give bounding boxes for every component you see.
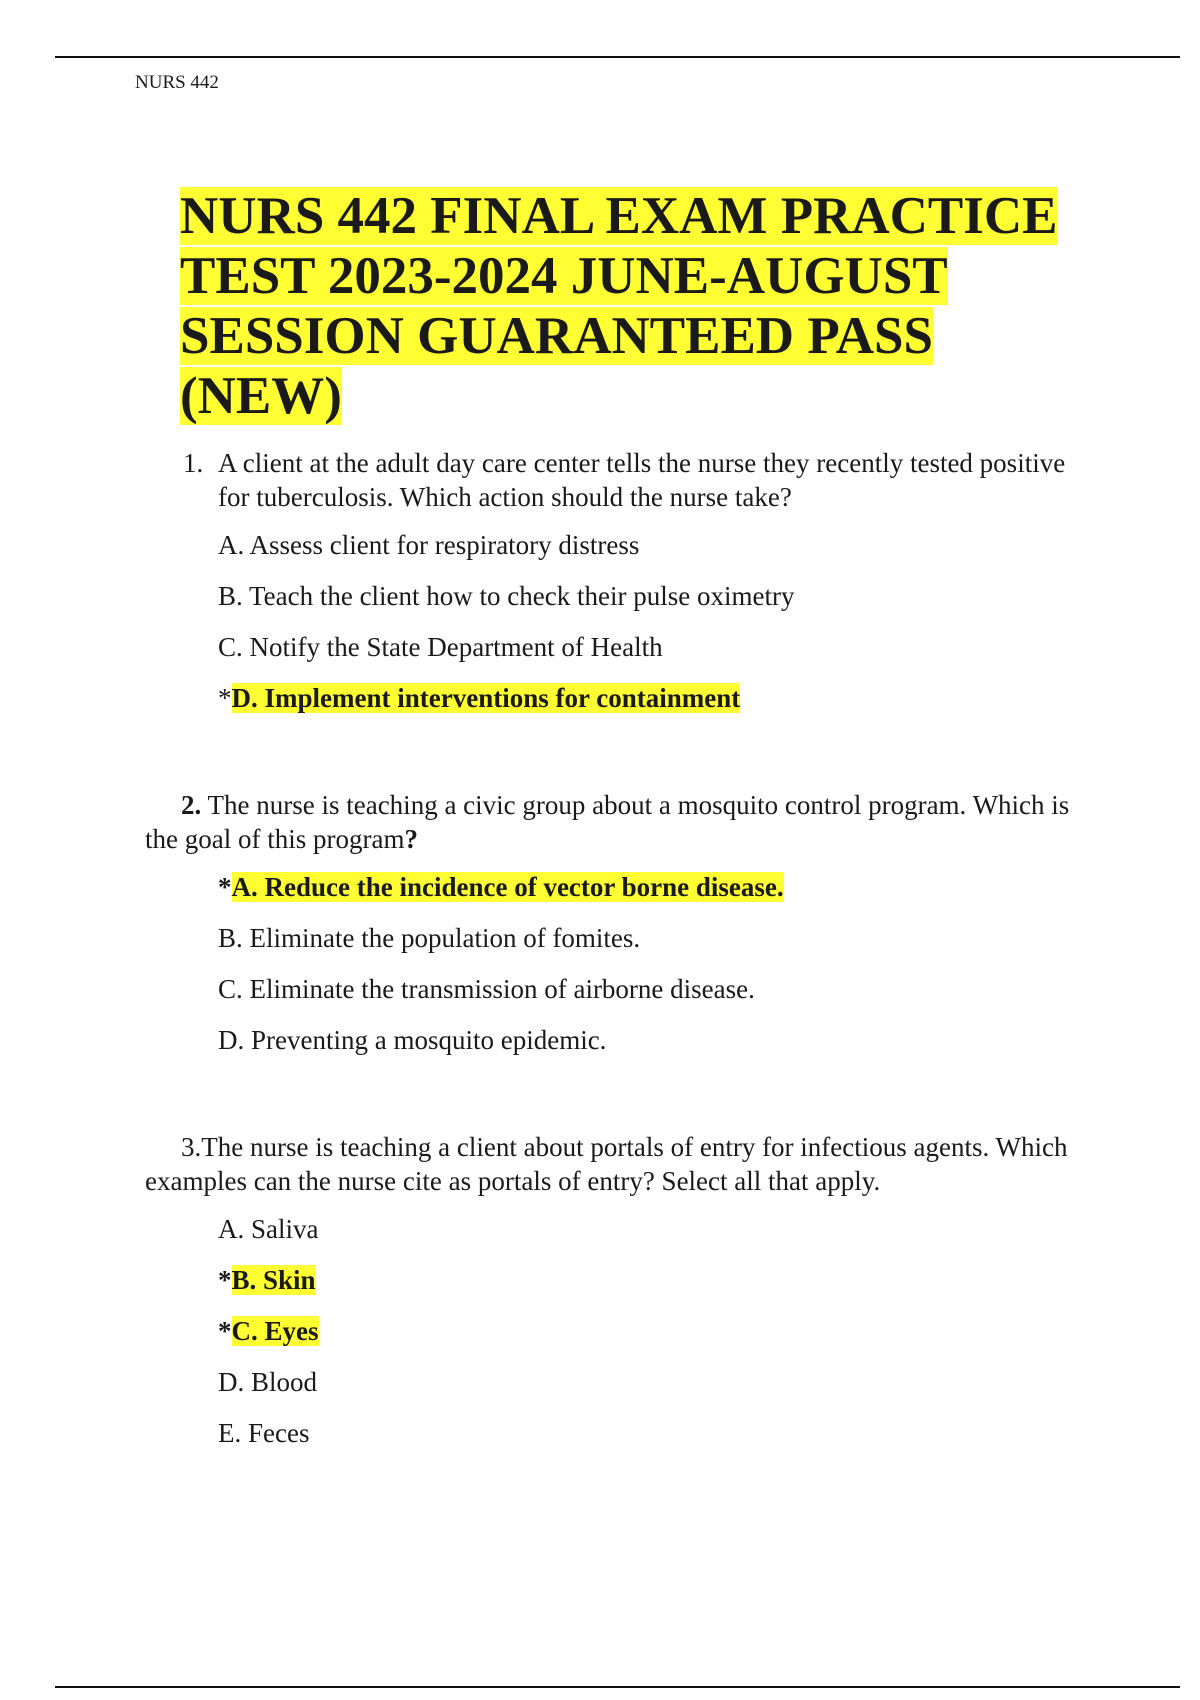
answer-marker: * — [218, 1316, 232, 1346]
option-b: B. Eliminate the population of fomites. — [218, 923, 641, 953]
option-c: C. Notify the State Department of Health — [218, 632, 663, 662]
title-line-4: (NEW) — [180, 367, 342, 425]
question-text: A client at the adult day care center tells the nurse they recently tested positive for tuberculosis. Which action should the nurse take? — [218, 448, 1066, 512]
question-number: 1. — [183, 448, 204, 478]
correct-answer: C. Eyes — [231, 1316, 319, 1346]
correct-answer: B. Skin — [231, 1265, 316, 1295]
answer-marker: * — [218, 683, 232, 713]
option-c: C. Eliminate the transmission of airborne disease. — [218, 974, 755, 1004]
options-list — [145, 528, 1095, 715]
title-line-1: NURS 442 FINAL EXAM PRACTICE — [180, 187, 1058, 245]
answer-marker: * — [218, 1265, 232, 1295]
question-stem — [145, 788, 1095, 856]
option-b-correct — [218, 1263, 1095, 1297]
option-a: A. Saliva — [218, 1214, 319, 1244]
document-title — [180, 186, 1080, 426]
option-c-correct — [218, 1314, 1095, 1348]
option-a: A. Assess client for respiratory distress — [218, 530, 640, 560]
options-list — [145, 870, 1095, 1057]
correct-answer: D. Implement interventions for containment — [231, 683, 741, 713]
question-2 — [145, 788, 1095, 1057]
question-1 — [145, 446, 1095, 715]
question-text: The nurse is teaching a civic group about a mosquito control program. Which is the goal of this program — [145, 790, 1070, 854]
title-line-3: SESSION GUARANTEED PASS — [180, 307, 933, 365]
answer-marker: * — [218, 872, 232, 902]
option-b: B. Teach the client how to check their pulse oximetry — [218, 581, 795, 611]
footer-rule — [55, 1686, 1180, 1688]
question-stem — [145, 446, 1095, 514]
running-header: NURS 442 — [135, 72, 219, 93]
question-3 — [145, 1130, 1095, 1450]
correct-answer: A. Reduce the incidence of vector borne disease. — [231, 872, 784, 902]
option-e: E. Feces — [218, 1418, 310, 1448]
header-rule — [55, 56, 1180, 58]
option-d: D. Preventing a mosquito epidemic. — [218, 1025, 607, 1055]
option-d-correct — [218, 681, 1095, 715]
title-line-2: TEST 2023-2024 JUNE-AUGUST — [180, 247, 948, 305]
question-number: 3. — [181, 1132, 202, 1162]
question-number: 2. — [181, 790, 202, 820]
option-a-correct — [218, 870, 1095, 904]
question-stem — [145, 1130, 1095, 1198]
question-mark: ? — [404, 824, 418, 854]
question-text: The nurse is teaching a client about portals of entry for infectious agents. Which examples can the nurse cite as portals of entry? Select all that apply. — [145, 1132, 1068, 1196]
option-d: D. Blood — [218, 1367, 318, 1397]
options-list — [145, 1212, 1095, 1450]
